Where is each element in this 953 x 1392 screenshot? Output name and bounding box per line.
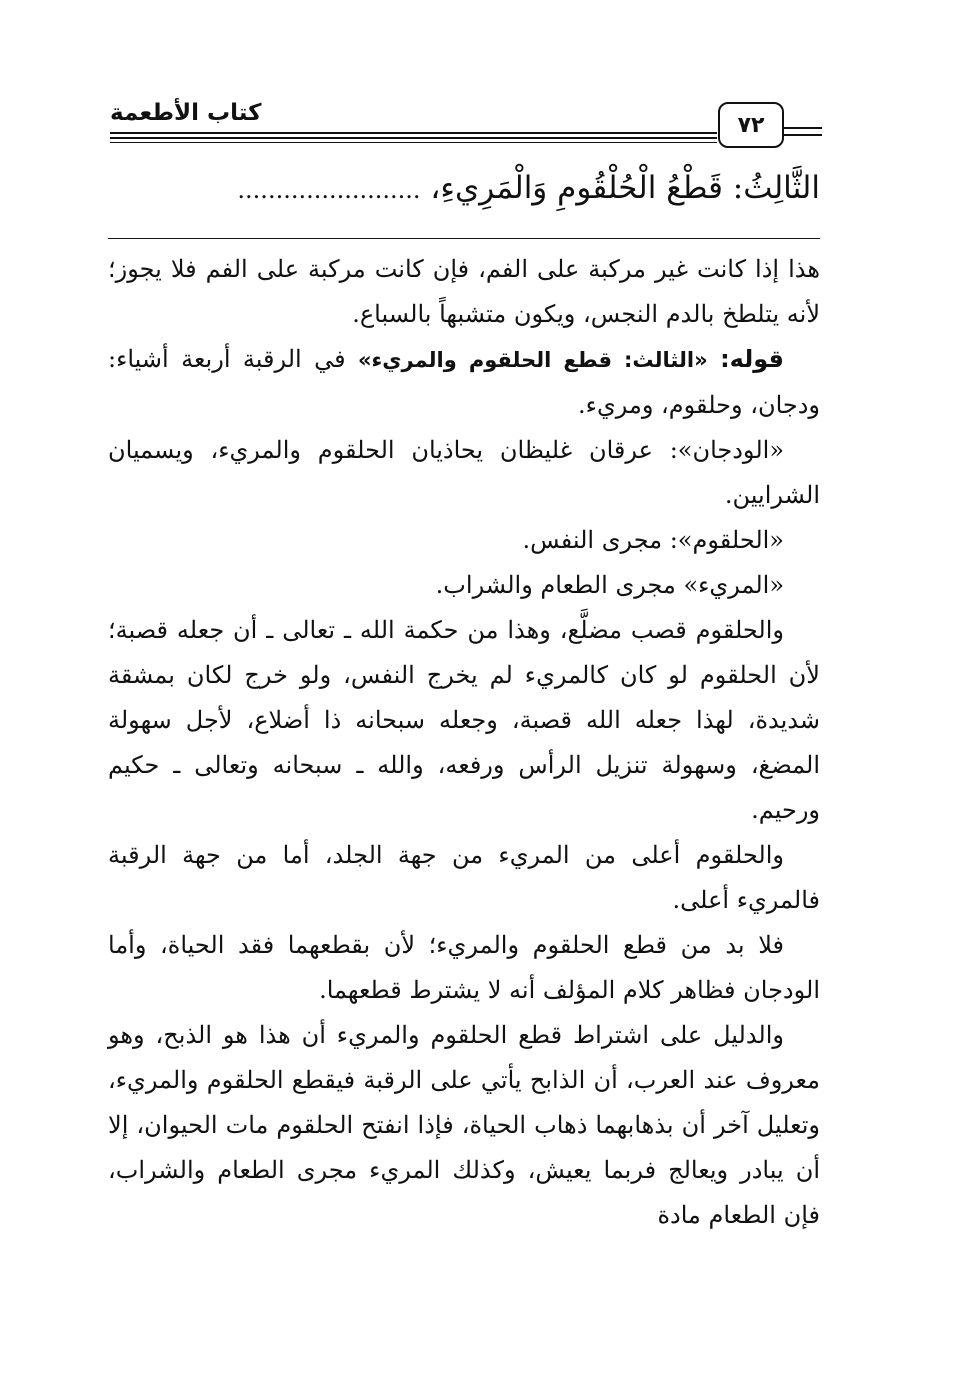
paragraph: والحلقوم أعلى من المريء من جهة الجلد، أما من جهة الرقبة فالمريء أعلى. <box>108 841 820 914</box>
commentary-body <box>108 247 820 1238</box>
paragraph: «الودجان»: عرقان غليظان يحاذيان الحلقوم والمريء، ويسميان الشرايين. <box>108 436 820 509</box>
paragraph-text: في الرقبة أربعة أشياء: ودجان، وحلقوم، ومريء. <box>108 345 820 419</box>
header-rule <box>110 142 717 143</box>
paragraph: «المريء» مجرى الطعام والشراب. <box>435 571 784 599</box>
matn-line: الثَّالِثُ: قَطْعُ الْحُلْقُومِ وَالْمَرِيءِ، <box>430 170 820 206</box>
header-rule <box>110 132 717 134</box>
matn-text <box>108 162 820 226</box>
running-header <box>110 92 822 156</box>
qawl-label: قوله: <box>720 345 784 373</box>
matn-separator <box>108 238 820 239</box>
paragraph <box>108 337 820 428</box>
paragraph: فلا بد من قطع الحلقوم والمريء؛ لأن بقطعهما فقد الحياة، وأما الودجان فظاهر كلام المؤلف أنه لا يشترط قطعهما. <box>108 931 820 1004</box>
paragraph: والدليل على اشتراط قطع الحلقوم والمريء أن هذا هو الذبح، وهو معروف عند العرب، أن الذابح يأتي على الرقبة فيقطع الحلقوم والمريء، وتعليل آخر أن بذهابهما ذهاب الحياة، فإذا انفتح الحلقوم مات الحيوان، إلا أن يبادر ويعالج فربما يعيش، وكذلك المريء مجرى الطعام والشراب، فإن الطعام مادة <box>108 1021 820 1229</box>
page-number: ٧٢ <box>718 102 784 148</box>
header-rule-right <box>782 127 822 129</box>
matn-quote: «الثالث: قطع الحلقوم والمريء» <box>357 348 708 372</box>
book-title: كتاب الأطعمة <box>110 100 262 126</box>
paragraph: «الحلقوم»: مجرى النفس. <box>522 526 784 554</box>
paragraph: والحلقوم قصب مضلَّع، وهذا من حكمة الله ـ تعالى ـ أن جعله قصبة؛ لأن الحلقوم لو كان كالمريء لم يخرج النفس، ولو خرج لكان بمشقة شديدة، لهذا جعله الله قصبة، وجعله سبحانه ذا أضلاع، لأجل سهولة المضغ، وسهولة تنزيل الرأس ورفعه، والله ـ سبحانه وتعالى ـ حكيم ورحيم. <box>108 616 820 824</box>
paragraph: هذا إذا كانت غير مركبة على الفم، فإن كانت مركبة على الفم فلا يجوز؛ لأنه يتلطخ بالدم النجس، ويكون متشبهاً بالسباع. <box>108 255 820 328</box>
header-rule-right <box>782 134 822 136</box>
matn-dots: ........................ <box>237 176 421 204</box>
header-rule <box>110 137 717 139</box>
